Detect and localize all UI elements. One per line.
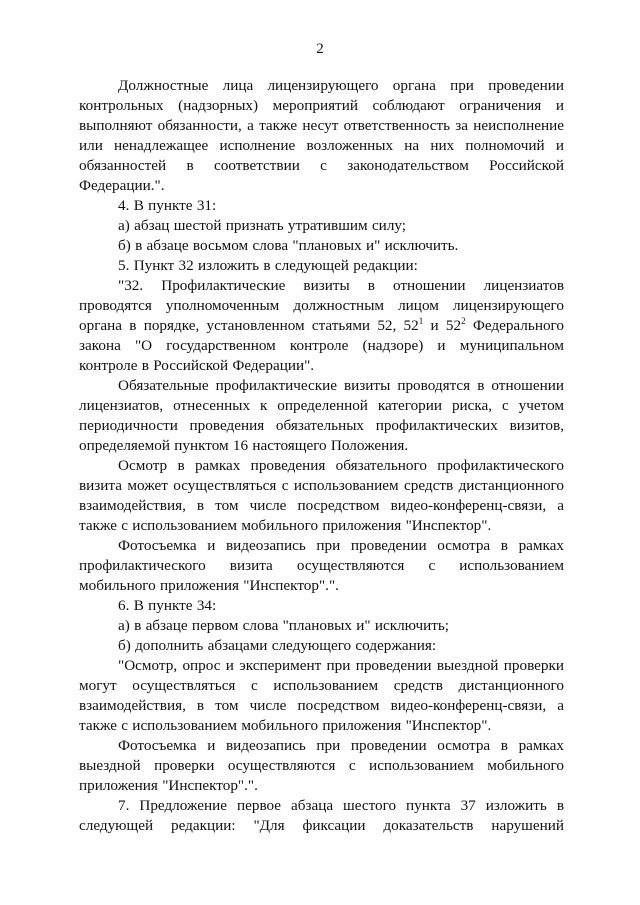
document-body xyxy=(79,76,564,836)
paragraph-item-4-heading: 4. В пункте 31: xyxy=(118,197,217,214)
paragraph-field-inspection-remote: "Осмотр, опрос и эксперимент при проведении выездной проверки могут осуществляться с использованием средств дистанционного взаимодействия, в том числе посредством видео-конференц-связи, а также с использованием мобильного приложения "Инспектор". xyxy=(79,657,564,734)
page-number: 2 xyxy=(316,41,324,57)
paragraph-item-4a: а) абзац шестой признать утратившим силу; xyxy=(118,217,407,234)
paragraph-item-7: 7. Предложение первое абзаца шестого пункта 37 изложить в следующей редакции: "Для фиксации доказательств нарушений xyxy=(79,797,564,834)
paragraph-photo-video-visit: Фотосъемка и видеозапись при проведении осмотра в рамках профилактического визита осуществляются с использованием мобильного приложения "Инспектор".". xyxy=(79,537,564,594)
paragraph-mandatory-visits: Обязательные профилактические визиты проводятся в отношении лицензиатов, отнесенных к определенной категории риска, с учетом периодичности проведения обязательных профилактических визитов, определяемой пунктом 16 настоящего Положения. xyxy=(79,377,564,454)
point-32-text-middle: и 52 xyxy=(423,317,462,334)
paragraph-photo-video-inspection: Фотосъемка и видеозапись при проведении осмотра в рамках выездной проверки осуществляются с использованием мобильного приложения "Инспектор".". xyxy=(79,737,564,794)
superscript-2: 2 xyxy=(461,316,466,326)
paragraph-item-5-heading: 5. Пункт 32 изложить в следующей редакции: xyxy=(118,257,418,274)
paragraph-item-6b: б) дополнить абзацами следующего содержания: xyxy=(118,637,437,654)
point-32-text-start: "32. Профилактические визиты в отношении лицензиатов проводятся уполномоченным должностным лицом лицензирующего органа в порядке, установленном статьями 52, 52 xyxy=(79,277,564,334)
paragraph-item-6a: а) в абзаце первом слова "плановых и" исключить; xyxy=(118,617,450,634)
paragraph-remote-inspection: Осмотр в рамках проведения обязательного профилактического визита может осуществляться с использованием средств дистанционного взаимодействия, в том числе посредством видео-конференц-связи, а также с использованием мобильного приложения "Инспектор". xyxy=(79,457,564,534)
point-32-text-end: Федерального закона "О государственном контроле (надзоре) и муниципальном контроле в Российской Федерации". xyxy=(79,317,564,374)
superscript-1: 1 xyxy=(418,316,424,326)
paragraph-item-4b: б) в абзаце восьмом слова "плановых и" исключить. xyxy=(118,237,459,254)
paragraph-officials-duties: Должностные лица лицензирующего органа при проведении контрольных (надзорных) мероприятий соблюдают ограничения и выполняют обязанности, а также несут ответственность за неисполнение или ненадлежащее исполнение возложенных на них полномочий и обязанностей в соответствии с законодательством Российской Федерации.". xyxy=(79,77,564,194)
paragraph-point-32 xyxy=(79,276,564,376)
paragraph-item-6-heading: 6. В пункте 34: xyxy=(118,597,217,614)
